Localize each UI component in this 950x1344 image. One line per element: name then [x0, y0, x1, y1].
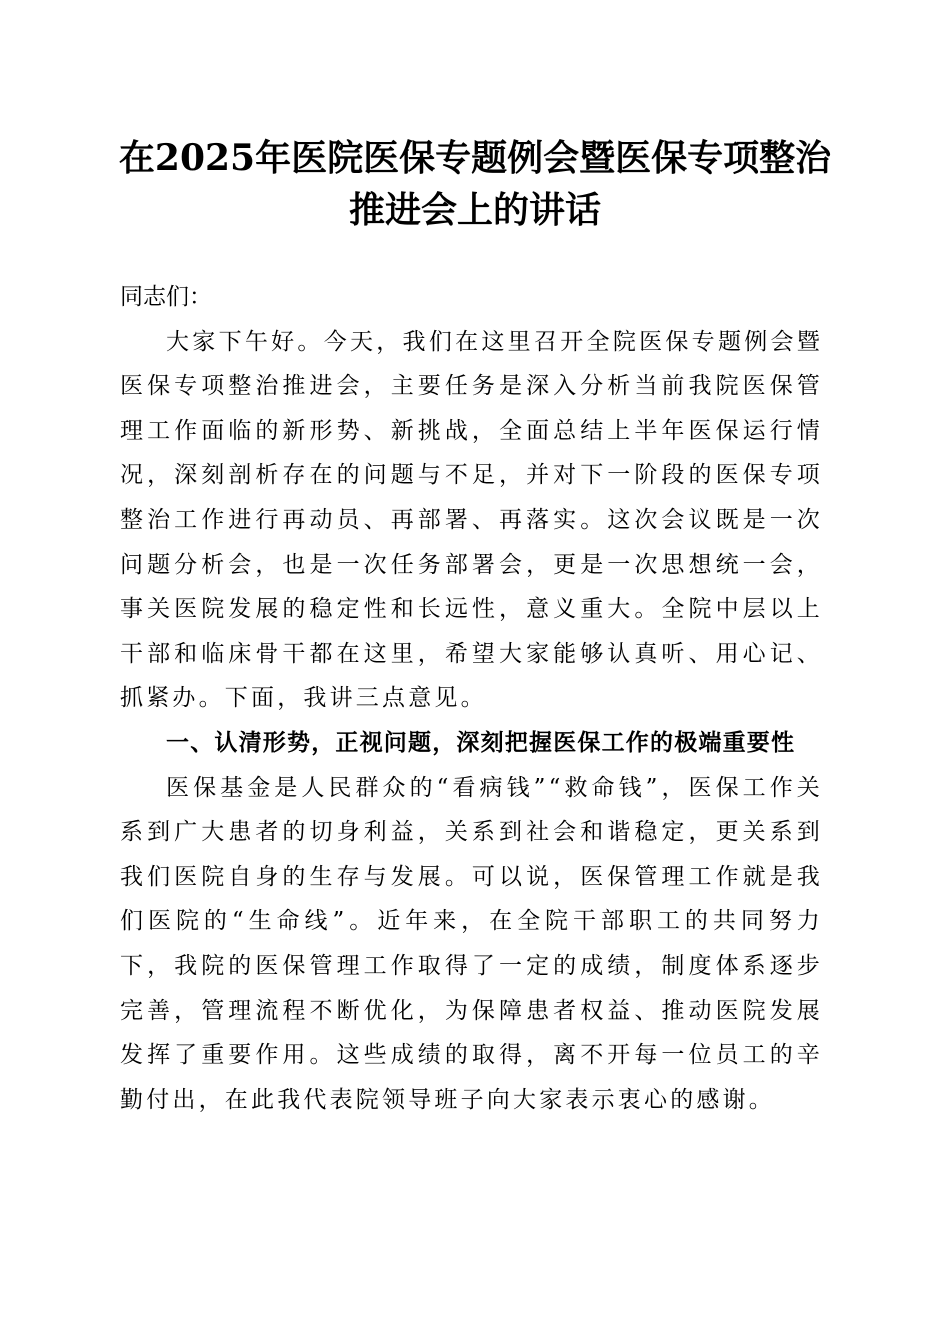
section-1-paragraph: 医保基金是人民群众的“看病钱”“救命钱”，医保工作关系到广大患者的切身利益，关系到社会和谐稳定，更关系到我们医院自身的生存与发展。可以说，医保管理工作就是我们医院的“生命线”。近年来，在全院干部职工的共同努力下，我院的医保管理工作取得了一定的成绩，制度体系逐步完善，管理流程不断优化，为保障患者权益、推动医院发展发挥了重要作用。这些成绩的取得，离不开每一位员工的辛勤付出，在此我代表院领导班子向大家表示衷心的感谢。: [120, 774, 823, 1113]
section-1-heading: 一、认清形势，正视问题，深刻把握医保工作的极端重要性: [166, 729, 796, 756]
opening-paragraph: 大家下午好。今天，我们在这里召开全院医保专题例会暨医保专项整治推进会，主要任务是深入分析当前我院医保管理工作面临的新形势、新挑战，全面总结上半年医保运行情况，深刻剖析存在的问题与不足，并对下一阶段的医保专项整治工作进行再动员、再部署、再落实。这次会议既是一次问题分析会，也是一次任务部署会，更是一次思想统一会，事关医院发展的稳定性和长远性，意义重大。全院中层以上干部和临床骨干都在这里，希望大家能够认真听、用心记、抓紧办。下面，我讲三点意见。: [120, 328, 823, 712]
title-line-2: 推进会上的讲话: [348, 189, 601, 231]
document-title: [110, 132, 840, 236]
salutation: 同志们：: [120, 284, 212, 310]
title-line-1: 在2025年医院医保专题例会暨医保专项整治: [118, 137, 832, 179]
document-body: [120, 275, 823, 1122]
